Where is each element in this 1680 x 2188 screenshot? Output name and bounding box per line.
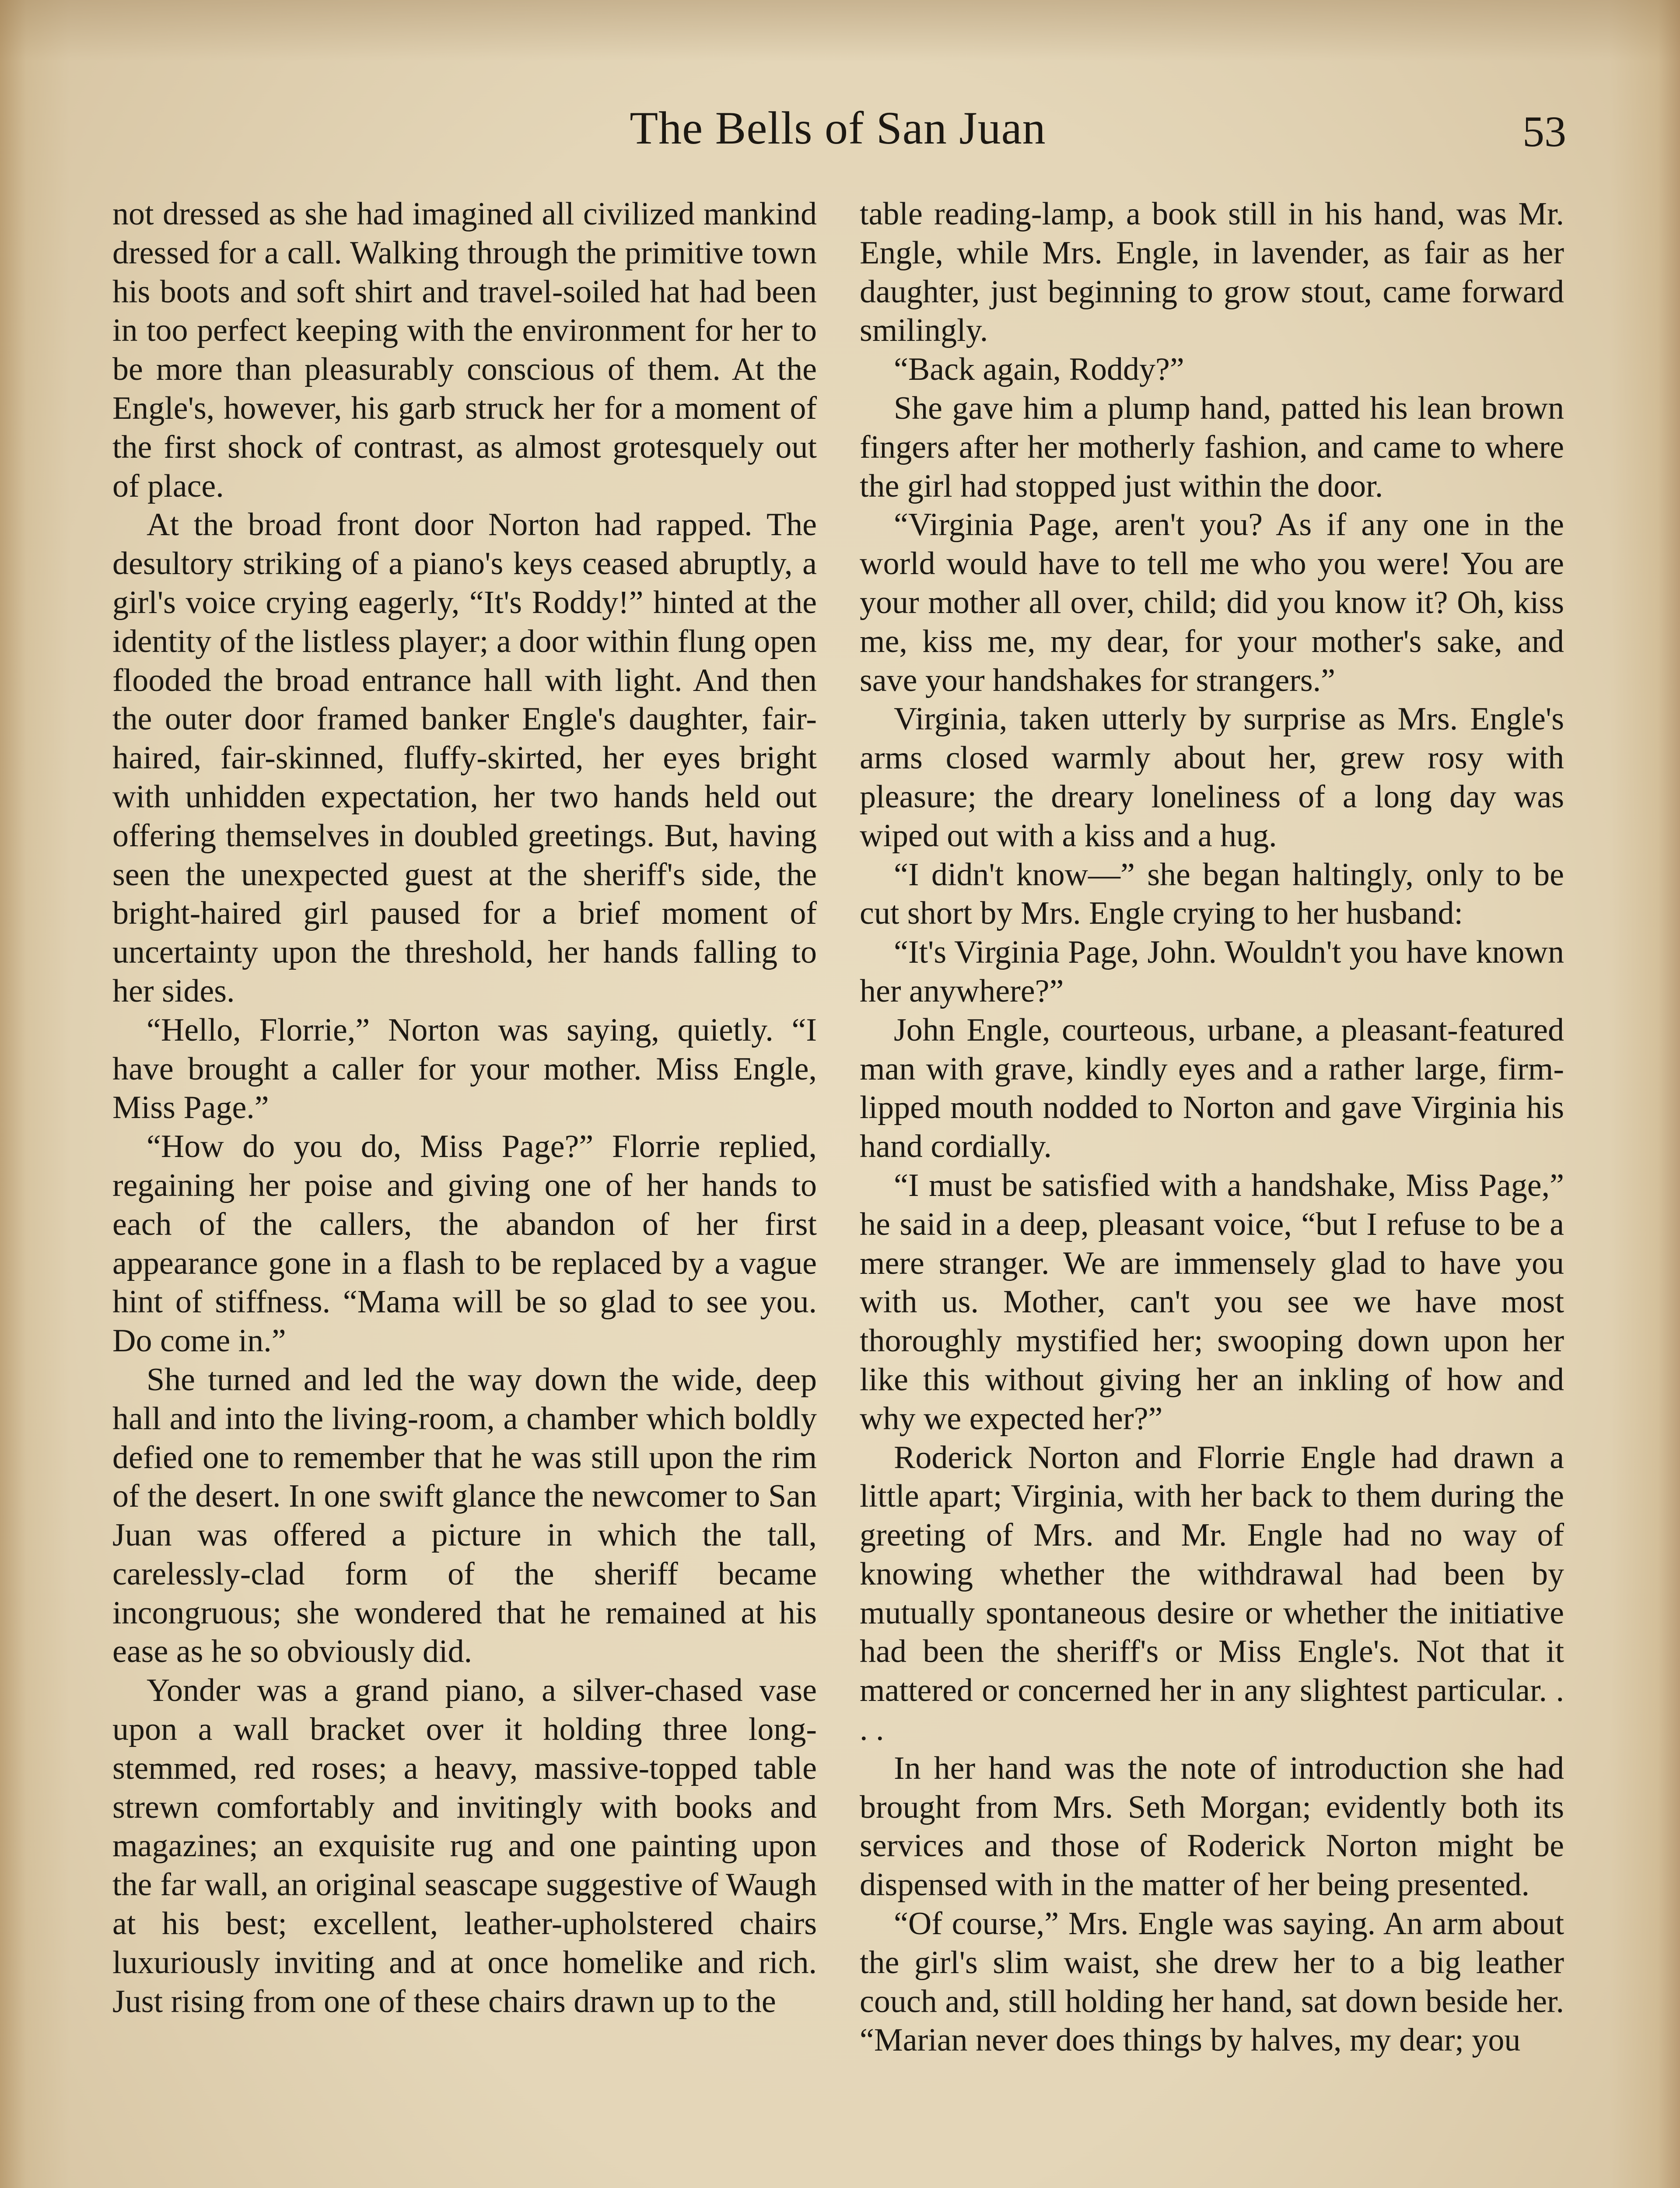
paragraph: Virginia, taken utterly by surprise as Mrs. Engle's arms closed warmly about her, grew rosy with pleasure; the dreary loneliness of a long day was wiped out with a kiss and a hug. <box>860 701 1564 854</box>
text-column-left <box>112 195 817 2021</box>
paragraph: She turned and led the way down the wide, deep hall and into the living-room, a chamber which boldly defied one to remember that he was still upon the rim of the desert. In one swift glance the newcomer to San Juan was offered a picture in which the tall, carelessly-clad form of the sheriff became incongruous; she wondered that he remained at his ease as he so obviously did. <box>112 1361 817 1670</box>
paragraph: “Of course,” Mrs. Engle was saying. An arm about the girl's slim waist, she drew her to a big leather couch and, still holding her hand, sat down beside her. “Marian never does things by halves, my dear; you <box>860 1906 1564 2058</box>
paragraph: “It's Virginia Page, John. Wouldn't you have known her anywhere?” <box>860 934 1564 1009</box>
paragraph: “Back again, Roddy?” <box>894 351 1184 388</box>
paragraph: “I must be satisfied with a handshake, Miss Page,” he said in a deep, pleasant voice, “but I refuse to be a mere stranger. We are immensely glad to have you with us. Mother, can't you see we have most thoroughly mystified her; swooping down upon her like this without giving her an inkling of how and why we expected her?” <box>860 1167 1564 1437</box>
page-number: 53 <box>1522 107 1566 156</box>
paragraph: “Virginia Page, aren't you? As if any one in the world would have to tell me who you were! You are your mother all over, child; did you know it? Oh, kiss me, kiss me, my dear, for your mother's sake, and save your handshakes for strangers.” <box>860 507 1564 698</box>
page-edge-stain <box>0 0 1680 61</box>
paragraph: At the broad front door Norton had rapped. The desultory striking of a piano's keys ceased abruptly, a girl's voice crying eagerly, “It's Roddy!” hinted at the identity of the listless player; a door within flung open flooded the broad entrance hall with light. And then the outer door framed banker Engle's daughter, fair-haired, fair-skinned, fluffy-skirted, her eyes bright with unhidden expectation, her two hands held out offering themselves in doubled greetings. But, having seen the unexpected guest at the sheriff's side, the bright-haired girl paused for a brief moment of uncertainty upon the threshold, her hands falling to her sides. <box>112 507 817 1009</box>
paragraph: Roderick Norton and Florrie Engle had drawn a little apart; Virginia, with her back to them during the greeting of Mrs. and Mr. Engle had no way of knowing whether the withdrawal had been by mutually spontaneous desire or whether the initiative had been the sheriff's or Miss Engle's. Not that it mattered or concerned her in any slightest particular. . . . <box>860 1439 1564 1748</box>
paragraph: She gave him a plump hand, patted his lean brown fingers after her motherly fashion, and came to where the girl had stopped just within the door. <box>860 390 1564 504</box>
paragraph: “How do you do, Miss Page?” Florrie replied, regaining her poise and giving one of her hands to each of the callers, the abandon of her first appearance gone in a flash to be replaced by a vague hint of stiffness. “Mama will be so glad to see you. Do come in.” <box>112 1129 817 1359</box>
running-header <box>109 95 1566 161</box>
paragraph: “Hello, Florrie,” Norton was saying, quietly. “I have brought a caller for your mother. Miss Engle, Miss Page.” <box>112 1012 817 1126</box>
running-title: The Bells of San Juan <box>630 102 1046 154</box>
paragraph: table reading-lamp, a book still in his hand, was Mr. Engle, while Mrs. Engle, in lavender, as fair as her daughter, just beginning to grow stout, came forward smilingly. <box>860 196 1564 349</box>
paragraph: Yonder was a grand piano, a silver-chased vase upon a wall bracket over it holding three long-stemmed, red roses; a heavy, massive-topped table strewn comfortably and invitingly with books and magazines; an exquisite rug and one painting upon the far wall, an original seascape suggestive of Waugh at his best; excellent, leather-upholstered chairs luxuriously inviting and at once homelike and rich. Just rising from one of these chairs drawn up to the <box>112 1673 817 2020</box>
paragraph: not dressed as she had imagined all civilized mankind dressed for a call. Walking through the primitive town his boots and soft shirt and travel-soiled hat had been in too perfect keeping with the environment for her to be more than pleasurably conscious of them. At the Engle's, however, his garb struck her for a moment of the first shock of contrast, as almost grotesquely out of place. <box>112 196 817 504</box>
paragraph: John Engle, courteous, urbane, a pleasant-featured man with grave, kindly eyes and a rather large, firm-lipped mouth nodded to Norton and gave Virginia his hand cordially. <box>860 1012 1564 1165</box>
paragraph: In her hand was the note of introduction she had brought from Mrs. Seth Morgan; evidently both its services and those of Roderick Norton might be dispensed with in the matter of her being presented. <box>860 1750 1564 1903</box>
text-column-right <box>860 195 1564 2060</box>
paragraph: “I didn't know—” she began haltingly, only to be cut short by Mrs. Engle crying to her husband: <box>860 856 1564 932</box>
